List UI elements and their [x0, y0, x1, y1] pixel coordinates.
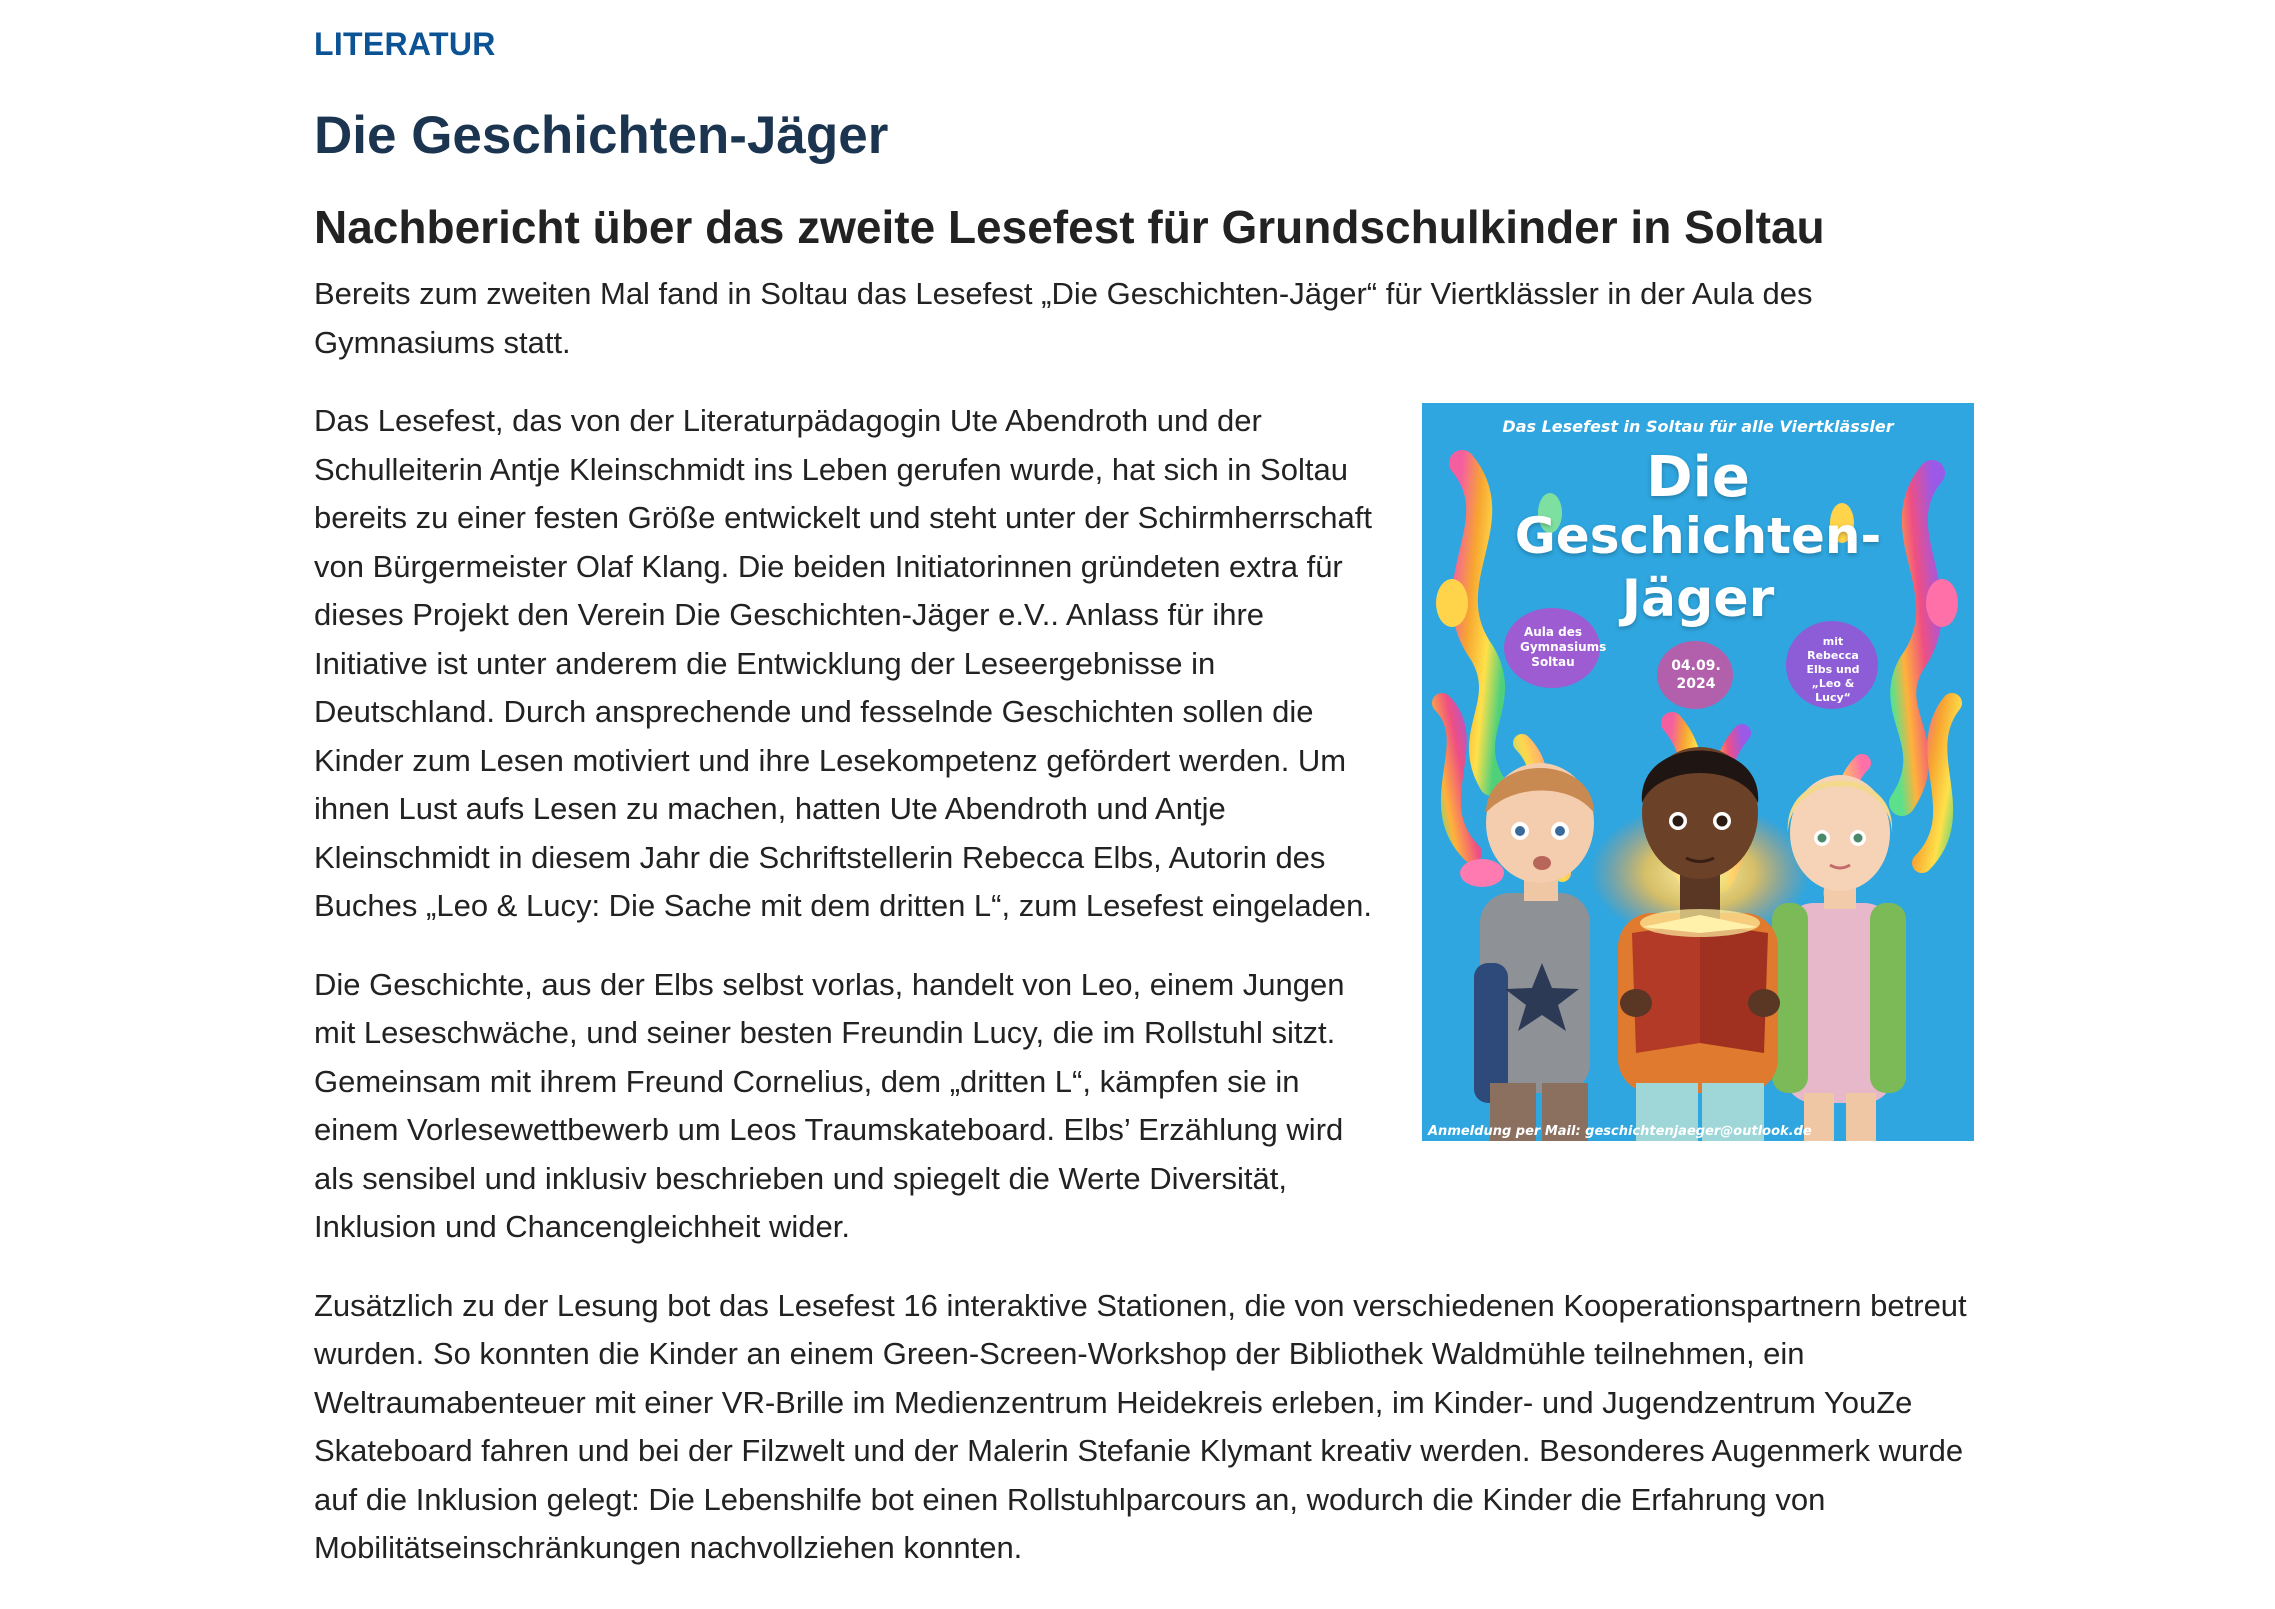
article-paragraph-1: Das Lesefest, das von der Literaturpädagogin Ute Abendroth und der Schulleiterin Antje Kleinschmidt ins Leben gerufen wurde, hat sich in Soltau bereits zu einer festen Größe entwickelt und steht unter der Schirmherrschaft von Bürgermeister Olaf Klang. Die beiden Initiatorinnen gründeten extra für dieses Projekt den Verein Die Geschichten-Jäger e.V.. Anlass für ihre Initiative ist unter anderem die Entwicklung der Leseergebnisse in Deutschland. Durch ansprechende und fesselnde Geschichten sollen die Kinder zum Lesen motiviert und ihre Lesekompetenz gefördert werden. Um ihnen Lust aufs Lesen zu machen, hatten Ute Abendroth und Antje Kleinschmidt in diesem Jahr die Schriftstellerin Rebecca Elbs, Autorin des Buches „Leo & Lucy: Die Sache mit dem dritten L“, zum Lesefest eingeladen.: [314, 403, 1373, 923]
article-lead: Bereits zum zweiten Mal fand in Soltau das Lesefest „Die Geschichten-Jäger“ für Viertklässler in der Aula des Gymnasiums statt.: [314, 276, 1813, 360]
section-label[interactable]: LITERATUR: [314, 26, 496, 62]
poster-registration: Anmeldung per Mail: geschichtenjaeger@outlook.de: [1428, 1124, 1812, 1139]
article-paragraph-2: Die Geschichte, aus der Elbs selbst vorlas, handelt von Leo, einem Jungen mit Leseschwäche, und seiner besten Freundin Lucy, die im Rollstuhl sitzt. Gemeinsam mit ihrem Freund Cornelius, dem „dritten L“, kämpfen sie in einem Vorlesewettbewerb um Leos Traumskateboard. Elbs’ Erzählung wird als sensibel und inklusiv beschrieben und spiegelt die Werte Diversität, Inklusion und Chancengleichheit wider.: [314, 966, 1345, 1244]
article-subtitle: Nachbericht über das zweite Lesefest für Grundschulkinder in Soltau: [314, 201, 1825, 253]
article: [314, 20, 1974, 1573]
poster-title-line-3: Jäger: [1621, 569, 1775, 629]
poster-guests: mit Rebecca Elbs und „Leo & Lucy“: [1806, 635, 1860, 704]
poster-top-line: Das Lesefest in Soltau für alle Viertklässler: [1502, 417, 1894, 436]
article-paragraph-3: Zusätzlich zu der Lesung bot das Lesefest 16 interaktive Stationen, die von verschiedenen Kooperationspartnern betreut wurden. So konnten die Kinder an einem Green-Screen-Workshop der Bibliothek Waldmühle teilnehmen, ein Weltraumabenteuer mit einer VR-Brille im Medienzentrum Heidekreis erleben, im Kinder- und Jugendzentrum YouZe Skateboard fahren und bei der Filzwelt und der Malerin Stefanie Klymant kreativ werden. Besonderes Augenmerk wurde auf die Inklusion gelegt: Die Lebenshilfe bot einen Rollstuhlparcours an, wodurch die Kinder die Erfahrung von Mobilitätseinschränkungen nachvollziehen konnten.: [314, 1287, 1967, 1565]
poster-title-line-2: Geschichten-: [1514, 507, 1882, 565]
poster-venue: Aula des Gymnasiums Soltau: [1520, 625, 1607, 669]
event-poster-image: [1422, 403, 1974, 1141]
article-title: Die Geschichten-Jäger: [314, 106, 889, 165]
poster-title-line-1: Die: [1646, 445, 1750, 510]
poster-date: 04.09. 2024: [1671, 658, 1721, 692]
